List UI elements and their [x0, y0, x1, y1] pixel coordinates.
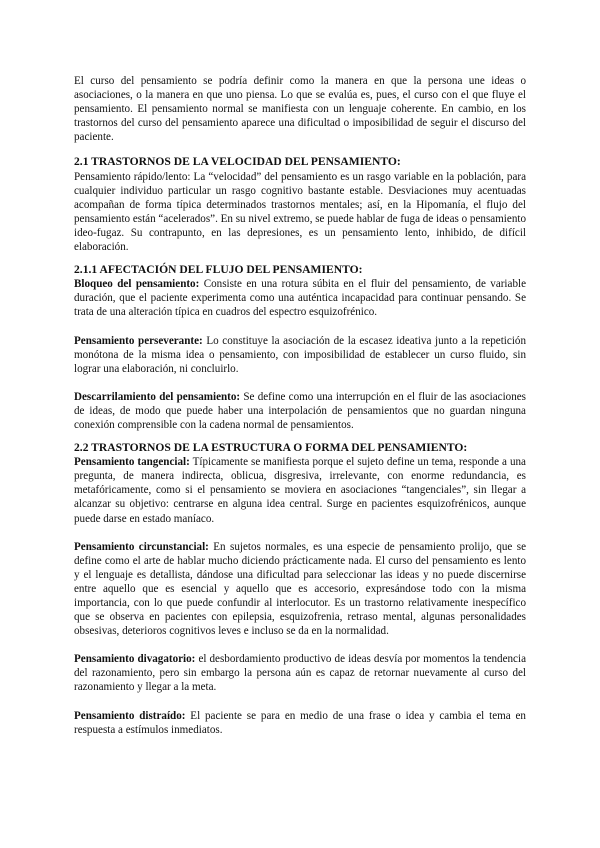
term-bloqueo: Bloqueo del pensamiento:: [74, 278, 200, 291]
heading-velocidad: 2.1 TRASTORNOS DE LA VELOCIDAD DEL PENSAMIENTO:: [74, 155, 401, 169]
text-distraido: El paciente se para en medio de una frase o idea y cambia el tema en respuesta a estímulos inmediatos.: [74, 709, 526, 736]
text-bloqueo: Consiste en una rotura súbita en el fluir del pensamiento, de variable duración, que el paciente experimenta como una auténtica incapacidad para continuar pensando. Se trata de una alteración típica en cuadros del espectro esquizofrénico.: [74, 278, 526, 319]
text-perseverante: Lo constituye la asociación de la escasez ideativa junto a la repetición monótona de la misma idea o pensamiento, con imposibilidad de establecer un curso fluido, sin lograr una elaboración, ni concluirlo.: [74, 334, 526, 375]
document-page: [74, 74, 526, 737]
term-tangencial: Pensamiento tangencial:: [74, 456, 190, 469]
heading-estructura: 2.2 TRASTORNOS DE LA ESTRUCTURA O FORMA DEL PENSAMIENTO:: [74, 441, 468, 455]
item-divagatorio: [74, 652, 526, 694]
item-circunstancial: [74, 540, 526, 639]
item-perseverante: [74, 334, 526, 376]
item-distraido: [74, 709, 526, 737]
text-tangencial: Típicamente se manifiesta porque el sujeto define un tema, responde a una pregunta, de manera indirecta, oblicua, disgresiva, irrelevante, con enorme redundancia, es metafóricamente, como si el pensamiento se moviera en asociaciones “tangenciales”, sin llegar a alcanzar su objetivo: centrarse en alguna idea central. Surge en pacientes esquizofrénicos, aunque puede darse en estado maníaco.: [74, 456, 526, 525]
intro-paragraph: El curso del pensamiento se podría definir como la manera en que la persona une ideas o asociaciones, o la manera en que uno piensa. Lo que se evalúa es, pues, el curso con el que fluye el pensamiento. El pensamiento normal se manifiesta con un lenguaje coherente. En cambio, en los trastornos del curso del pensamiento aparece una dificultad o imposibilidad de seguir el discurso del paciente.: [74, 75, 526, 144]
item-tangencial: [74, 455, 526, 525]
text-descarrilamiento: Se define como una interrupción en el fluir de las asociaciones de ideas, de modo que puede haber una interpolación de pensamientos que no guardan ninguna conexión comprensible con la cadena normal de pensamientos.: [74, 390, 526, 431]
term-distraido: Pensamiento distraído:: [74, 709, 186, 722]
term-circunstancial: Pensamiento circunstancial:: [74, 540, 209, 553]
item-descarrilamiento: [74, 390, 526, 432]
text-circunstancial: En sujetos normales, es una especie de pensamiento prolijo, que se define como el arte de hablar mucho diciendo prácticamente nada. El curso del pensamiento es lento y el lenguaje es detallista, dándose una dificultad para seleccionar las ideas y no puede discernirse entre aquello que es esencial y aquello que es accesorio, expresándose todo con la misma importancia, con lo que puede confundir al interlocutor. Es un trastorno relativamente inespecífico que se observa en pacientes con epilepsia, esquizofrenia, retraso mental, algunas personalidades obsesivas, deterioros cognitivos leves e incluso se da en la normalidad.: [74, 540, 526, 638]
item-bloqueo: [74, 277, 526, 319]
velocidad-paragraph: Pensamiento rápido/lento: La “velocidad” del pensamiento es un rasgo variable en la población, para cualquier individuo particular un rasgo cognitivo bastante estable. Desviaciones muy acentuadas acompañan de forma típica determinados trastornos mentales; así, en la Hipomanía, el flujo del pensamiento están “acelerados”. En su nivel extremo, se puede hablar de fuga de ideas o pensamiento ideo-fugaz. Su contrapunto, en las depresiones, es un pensamiento lento, inhibido, de difícil elaboración.: [74, 170, 526, 254]
term-divagatorio: Pensamiento divagatorio:: [74, 653, 196, 666]
text-divagatorio: el desbordamiento productivo de ideas desvía por momentos la tendencia del razonamiento, pero sin embargo la persona aún es capaz de retornar nuevamente al curso del razonamiento y llegar a la meta.: [74, 653, 526, 694]
heading-flujo: 2.1.1 AFECTACIÓN DEL FLUJO DEL PENSAMIENTO:: [74, 263, 363, 277]
term-descarrilamiento: Descarrilamiento del pensamiento:: [74, 390, 241, 403]
term-perseverante: Pensamiento perseverante:: [74, 334, 203, 347]
